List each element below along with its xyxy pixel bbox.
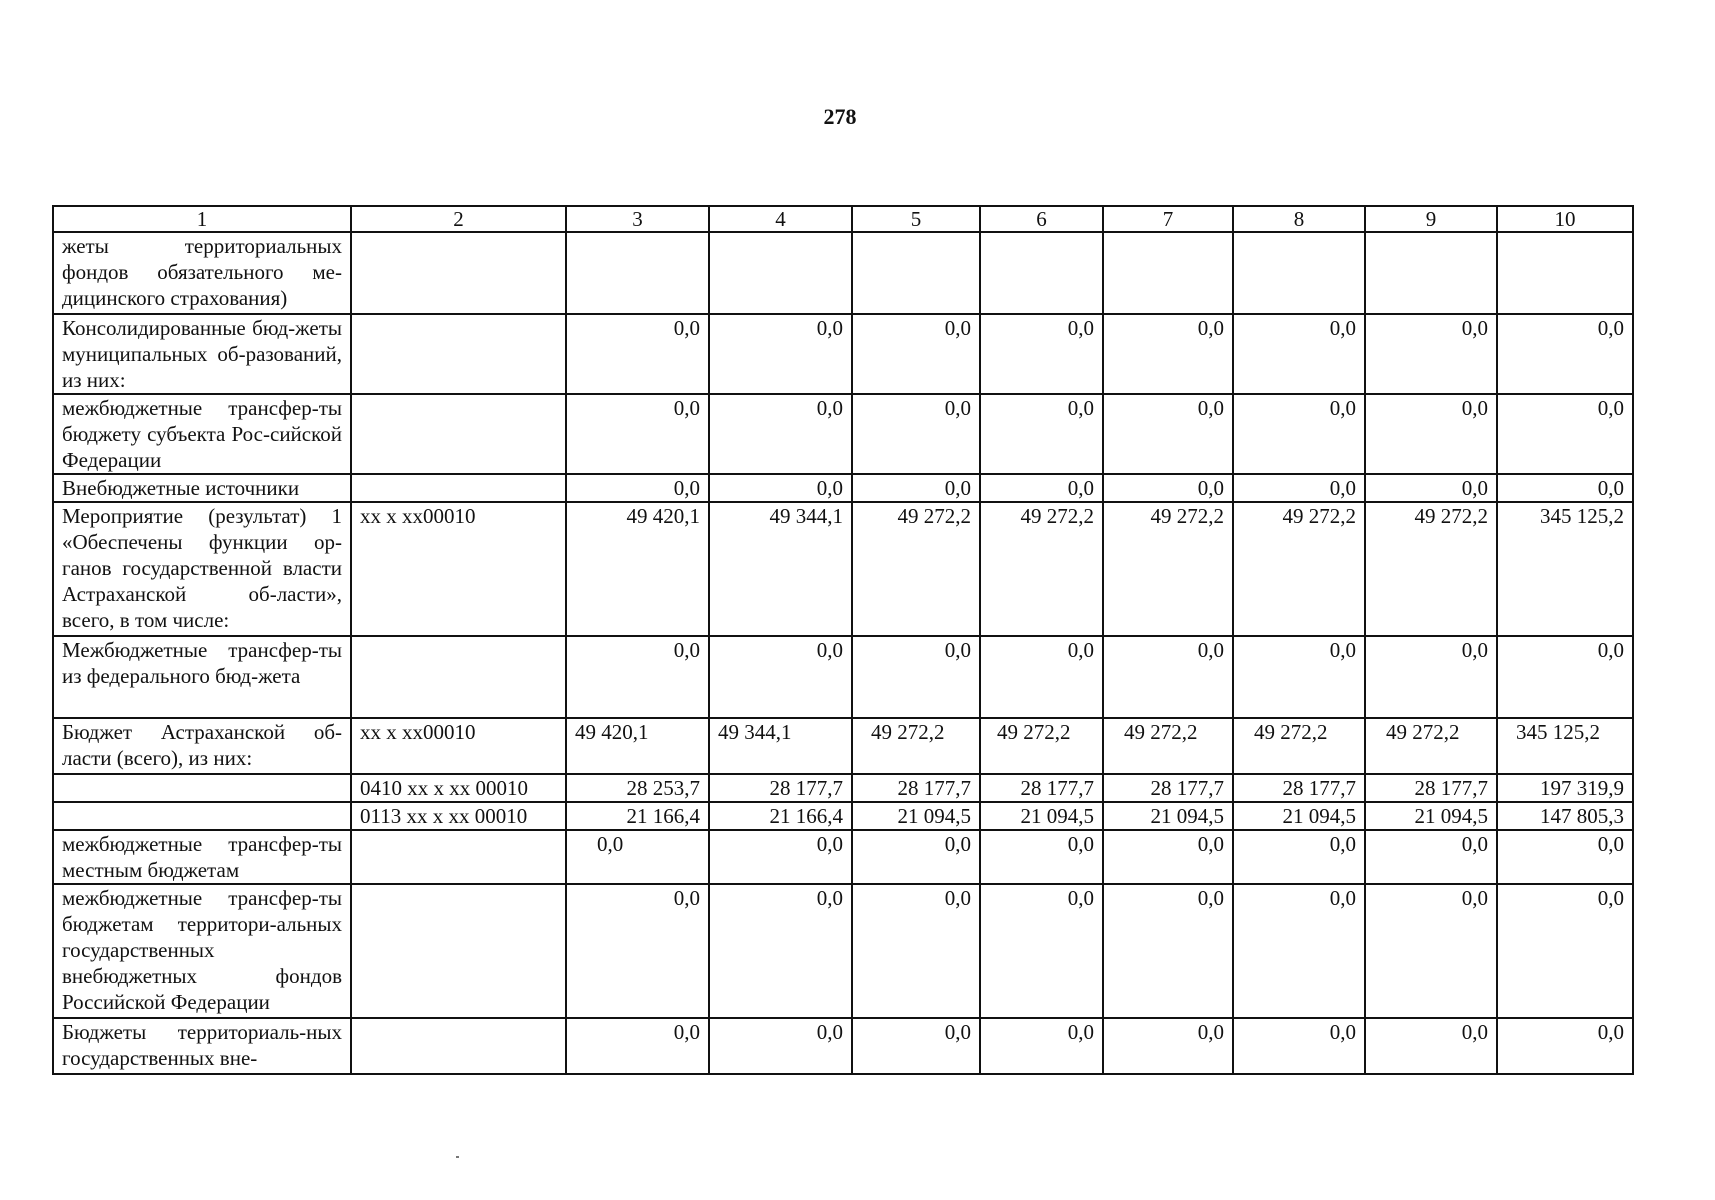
column-header-7: 7	[1103, 206, 1233, 232]
row-code	[351, 884, 566, 1018]
row-code	[351, 232, 566, 314]
value-cell: 0,0	[1365, 830, 1497, 884]
row-code: 0113 xx x xx 00010	[351, 802, 566, 830]
column-header-3: 3	[566, 206, 709, 232]
row-name: межбюджетные трансфер-ты бюджету субъекта Рос-сийской Федерации	[53, 394, 351, 474]
value-cell	[566, 232, 709, 314]
table-row	[53, 830, 1633, 884]
table-row	[53, 502, 1633, 636]
value-cell: 0,0	[566, 884, 709, 1018]
value-cell: 49 420,1	[566, 502, 709, 636]
value-cell: 0,0	[566, 636, 709, 718]
value-cell: 0,0	[566, 830, 709, 884]
value-cell: 49 272,2	[852, 718, 980, 774]
value-cell: 49 344,1	[709, 718, 852, 774]
value-cell: 21 166,4	[709, 802, 852, 830]
table-row	[53, 394, 1633, 474]
value-cell	[1233, 232, 1365, 314]
value-cell: 49 272,2	[1365, 718, 1497, 774]
value-cell: 0,0	[980, 636, 1103, 718]
value-cell: 0,0	[1103, 394, 1233, 474]
value-cell: 0,0	[1365, 1018, 1497, 1074]
row-code	[351, 1018, 566, 1074]
value-cell: 345 125,2	[1497, 718, 1633, 774]
value-cell: 49 272,2	[980, 502, 1103, 636]
value-cell: 0,0	[980, 830, 1103, 884]
value-cell	[1365, 232, 1497, 314]
value-cell: 345 125,2	[1497, 502, 1633, 636]
column-header-4: 4	[709, 206, 852, 232]
value-cell: 0,0	[566, 314, 709, 394]
table-row	[53, 232, 1633, 314]
value-cell: 49 272,2	[1365, 502, 1497, 636]
value-cell: 0,0	[1497, 314, 1633, 394]
table-row	[53, 314, 1633, 394]
table-row	[53, 884, 1633, 1018]
row-name: Мероприятие (результат) 1 «Обеспечены функции ор-ганов государственной власти Астраханской об-ласти», всего, в том числе:	[53, 502, 351, 636]
value-cell: 0,0	[852, 884, 980, 1018]
value-cell: 21 094,5	[1233, 802, 1365, 830]
table-row	[53, 774, 1633, 802]
column-header-5: 5	[852, 206, 980, 232]
value-cell: 0,0	[1497, 830, 1633, 884]
value-cell: 0,0	[1365, 636, 1497, 718]
value-cell: 0,0	[1233, 394, 1365, 474]
value-cell: 0,0	[1497, 636, 1633, 718]
value-cell: 197 319,9	[1497, 774, 1633, 802]
value-cell: 0,0	[852, 314, 980, 394]
value-cell: 0,0	[852, 636, 980, 718]
row-code: xx x xx00010	[351, 718, 566, 774]
value-cell: 0,0	[1103, 830, 1233, 884]
value-cell: 0,0	[852, 474, 980, 502]
value-cell: 0,0	[980, 394, 1103, 474]
column-header-9: 9	[1365, 206, 1497, 232]
value-cell: 0,0	[709, 1018, 852, 1074]
row-name: Межбюджетные трансфер-ты из федерального бюд-жета	[53, 636, 351, 718]
value-cell: 0,0	[852, 830, 980, 884]
value-cell: 21 094,5	[1365, 802, 1497, 830]
value-cell: 0,0	[1365, 394, 1497, 474]
value-cell: 49 272,2	[1233, 718, 1365, 774]
value-cell: 0,0	[1103, 636, 1233, 718]
value-cell: 0,0	[1233, 884, 1365, 1018]
column-header-1: 1	[53, 206, 351, 232]
value-cell	[980, 232, 1103, 314]
value-cell: 0,0	[709, 636, 852, 718]
value-cell: 0,0	[980, 1018, 1103, 1074]
row-name: Бюджеты территориаль-ных государственных вне-	[53, 1018, 351, 1074]
value-cell: 0,0	[566, 1018, 709, 1074]
value-cell: 0,0	[852, 394, 980, 474]
value-cell	[709, 232, 852, 314]
value-cell: 0,0	[1233, 830, 1365, 884]
value-cell: 0,0	[980, 474, 1103, 502]
value-cell: 0,0	[1497, 1018, 1633, 1074]
table-row	[53, 474, 1633, 502]
value-cell: 0,0	[1365, 314, 1497, 394]
row-code	[351, 636, 566, 718]
value-cell: 0,0	[1497, 884, 1633, 1018]
value-cell: 0,0	[709, 474, 852, 502]
row-name: Бюджет Астраханской об-ласти (всего), из них:	[53, 718, 351, 774]
value-cell: 21 166,4	[566, 802, 709, 830]
row-code	[351, 474, 566, 502]
value-cell: 0,0	[1103, 884, 1233, 1018]
row-name	[53, 802, 351, 830]
value-cell: 0,0	[1497, 474, 1633, 502]
page-number: 278	[823, 104, 857, 129]
value-cell	[1103, 232, 1233, 314]
value-cell: 0,0	[1233, 474, 1365, 502]
value-cell: 0,0	[709, 314, 852, 394]
value-cell: 0,0	[1103, 314, 1233, 394]
budget-table	[52, 205, 1634, 1075]
value-cell: 28 177,7	[980, 774, 1103, 802]
value-cell: 49 420,1	[566, 718, 709, 774]
column-header-10: 10	[1497, 206, 1633, 232]
table-row	[53, 1018, 1633, 1074]
value-cell: 0,0	[566, 394, 709, 474]
value-cell	[852, 232, 980, 314]
value-cell: 49 272,2	[1103, 718, 1233, 774]
value-cell: 49 272,2	[980, 718, 1103, 774]
row-code: 0410 xx x xx 00010	[351, 774, 566, 802]
value-cell: 0,0	[1233, 636, 1365, 718]
value-cell: 21 094,5	[980, 802, 1103, 830]
value-cell: 0,0	[566, 474, 709, 502]
value-cell: 147 805,3	[1497, 802, 1633, 830]
row-code	[351, 830, 566, 884]
row-code	[351, 394, 566, 474]
value-cell: 49 272,2	[1103, 502, 1233, 636]
value-cell: 0,0	[980, 314, 1103, 394]
row-code: xx x xx00010	[351, 502, 566, 636]
value-cell: 0,0	[709, 830, 852, 884]
value-cell: 0,0	[1365, 474, 1497, 502]
value-cell: 0,0	[852, 1018, 980, 1074]
row-name: Консолидированные бюд-жеты муниципальных об-разований, из них:	[53, 314, 351, 394]
column-header-2: 2	[351, 206, 566, 232]
column-header-6: 6	[980, 206, 1103, 232]
value-cell: 49 272,2	[852, 502, 980, 636]
column-header-8: 8	[1233, 206, 1365, 232]
value-cell: 21 094,5	[852, 802, 980, 830]
value-cell: 28 177,7	[1365, 774, 1497, 802]
table-row	[53, 718, 1633, 774]
row-name: жеты территориальных фондов обязательного ме-дицинского страхования)	[53, 232, 351, 314]
table-row	[53, 802, 1633, 830]
value-cell: 28 253,7	[566, 774, 709, 802]
value-cell: 0,0	[1233, 1018, 1365, 1074]
value-cell: 28 177,7	[1103, 774, 1233, 802]
value-cell	[1497, 232, 1633, 314]
scan-speck	[456, 1156, 459, 1158]
value-cell: 21 094,5	[1103, 802, 1233, 830]
value-cell: 28 177,7	[709, 774, 852, 802]
value-cell: 0,0	[980, 884, 1103, 1018]
value-cell: 28 177,7	[852, 774, 980, 802]
value-cell: 0,0	[1365, 884, 1497, 1018]
value-cell: 0,0	[1233, 314, 1365, 394]
row-name	[53, 774, 351, 802]
value-cell: 0,0	[1103, 474, 1233, 502]
row-name: межбюджетные трансфер-ты бюджетам территори-альных государственных внебюджетных фондов Российской Федерации	[53, 884, 351, 1018]
value-cell: 0,0	[709, 884, 852, 1018]
header-row	[53, 206, 1633, 232]
row-name: Внебюджетные источники	[53, 474, 351, 502]
value-cell: 0,0	[709, 394, 852, 474]
table-row	[53, 636, 1633, 718]
value-cell: 49 344,1	[709, 502, 852, 636]
value-cell: 49 272,2	[1233, 502, 1365, 636]
row-code	[351, 314, 566, 394]
value-cell: 0,0	[1497, 394, 1633, 474]
value-cell: 0,0	[1103, 1018, 1233, 1074]
value-cell: 28 177,7	[1233, 774, 1365, 802]
row-name: межбюджетные трансфер-ты местным бюджетам	[53, 830, 351, 884]
